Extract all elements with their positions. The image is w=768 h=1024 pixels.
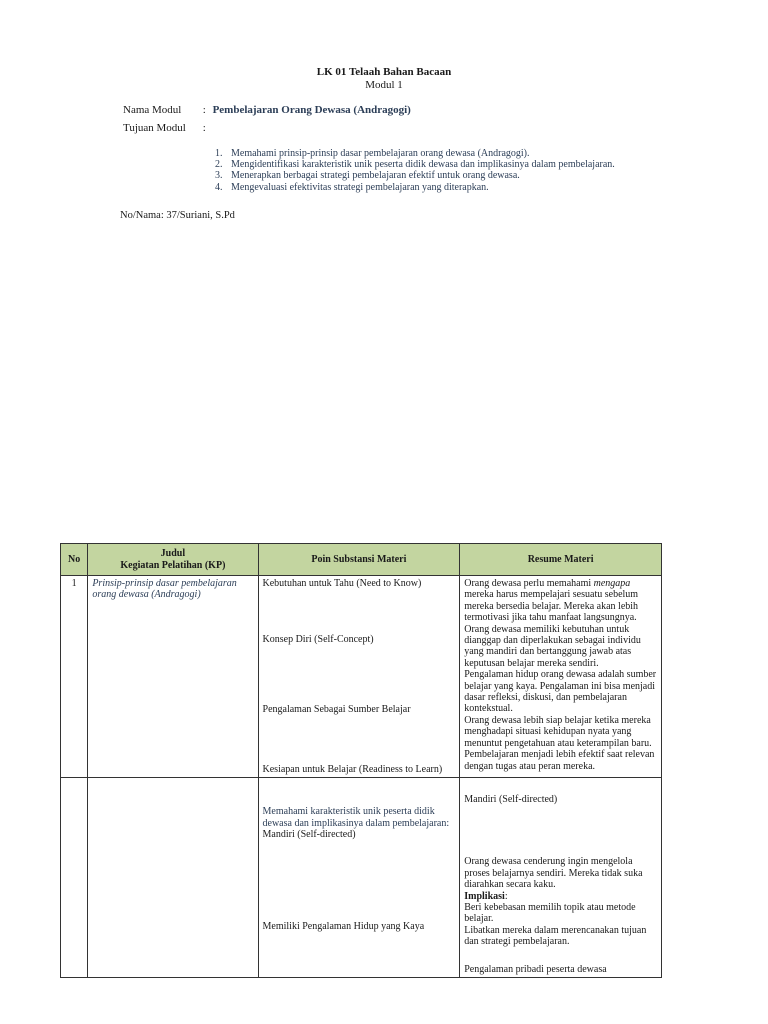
objectives-list bbox=[215, 148, 615, 193]
poin-item: Pengalaman Sebagai Sumber Belajar bbox=[262, 704, 411, 715]
resume-text: Orang dewasa perlu memahami bbox=[464, 578, 594, 589]
objective-text: Menerapkan berbagai strategi pembelajaran efektif untuk orang dewasa. bbox=[231, 170, 520, 182]
document-title: LK 01 Telaah Bahan Bacaan bbox=[316, 66, 452, 78]
implikasi-label: Implikasi bbox=[464, 890, 505, 902]
row-poin-cell bbox=[258, 778, 460, 978]
nama-modul-value: Pembelajaran Orang Dewasa (Andragogi) bbox=[212, 104, 411, 116]
table-header-row bbox=[61, 544, 662, 576]
implikasi-colon: : bbox=[504, 890, 508, 902]
poin-item: Kesiapan untuk Belajar (Readiness to Learn) bbox=[262, 764, 443, 775]
objective-text: Mengidentifikasi karakteristik unik peserta didik dewasa dan implikasinya dalam pembelajaran. bbox=[231, 159, 615, 171]
resume-emphasis: mengapa bbox=[593, 578, 631, 589]
header-judul-line1: Judul bbox=[160, 548, 186, 560]
document-title-block bbox=[0, 66, 768, 92]
resume-item: Orang dewasa lebih siap belajar ketika mereka menghadapi situasi kehidupan nyata yang menuntut pengetahuan atau keterampilan baru. Pembelajaran menjadi lebih efektif saat relevan dengan tugas atau peran mereka. bbox=[464, 714, 655, 772]
table-row bbox=[61, 576, 662, 778]
header-judul-line2: Kegiatan Pelatihan (KP) bbox=[120, 559, 226, 571]
tujuan-modul-separator: : bbox=[202, 122, 206, 134]
resume-heading: Mandiri (Self-directed) bbox=[464, 794, 558, 806]
header-judul bbox=[88, 544, 258, 576]
resume-item: Orang dewasa cenderung ingin mengelola proses belajarnya sendiri. Mereka tidak suka diarahkan secara kaku. bbox=[464, 856, 643, 891]
resume-item: Pengalaman hidup orang dewasa adalah sumber belajar yang kaya. Pengalaman ini bisa menjadi dasar refleksi, diskusi, dan pembelajaran kontekstual. bbox=[464, 669, 657, 715]
objective-text: Memahami prinsip-prinsip dasar pembelajaran orang dewasa (Andragogi). bbox=[231, 148, 530, 159]
document-subtitle: Modul 1 bbox=[365, 79, 403, 91]
objective-number: 4. bbox=[215, 181, 223, 193]
resume-item bbox=[464, 578, 657, 624]
header-resume: Resume Materi bbox=[460, 544, 662, 576]
objective-item bbox=[215, 159, 615, 170]
nama-modul-separator: : bbox=[202, 104, 206, 116]
objective-item bbox=[215, 182, 615, 193]
resume-item: Orang dewasa memiliki kebutuhan untuk dianggap dan diperlakukan sebagai individu yang mandiri dan bertanggung jawab atas keputusan belajar mereka sendiri. bbox=[464, 623, 641, 669]
table-row bbox=[61, 778, 662, 978]
poin-item: Kebutuhan untuk Tahu (Need to Know) bbox=[262, 578, 422, 589]
no-nama: No/Nama: 37/Suriani, S.Pd bbox=[120, 210, 235, 221]
nama-modul-label: Nama Modul bbox=[123, 104, 182, 116]
poin-item: Mandiri (Self-directed) bbox=[262, 829, 356, 841]
objective-item bbox=[215, 148, 615, 159]
nama-modul-row bbox=[123, 104, 411, 117]
resume-item: Beri kebebasan memilih topik atau metode belajar. bbox=[464, 902, 636, 925]
resume-item: Libatkan mereka dalam merencanakan tujuan dan strategi pembelajaran. bbox=[464, 924, 647, 948]
row-number bbox=[61, 778, 88, 978]
poin-intro: Memahami karakteristik unik peserta didik dewasa dan implikasinya dalam pembelajaran: bbox=[262, 806, 450, 829]
objective-number: 3. bbox=[215, 170, 223, 182]
poin-item: Memiliki Pengalaman Hidup yang Kaya bbox=[262, 921, 425, 933]
objective-text: Mengevaluasi efektivitas strategi pembelajaran yang diterapkan. bbox=[231, 181, 489, 193]
header-no: No bbox=[61, 544, 88, 576]
material-review-table bbox=[60, 543, 662, 978]
row-number: 1 bbox=[61, 576, 88, 778]
objective-number: 1. bbox=[215, 148, 223, 159]
implikasi-line bbox=[464, 891, 657, 902]
poin-item: Konsep Diri (Self-Concept) bbox=[262, 634, 374, 645]
row-judul bbox=[88, 778, 258, 978]
resume-text: mereka harus mempelajari sesuatu sebelum mereka bersedia belajar. Mereka akan lebih termotivasi jika tahu manfaat langsungnya. bbox=[464, 589, 639, 624]
objective-number: 2. bbox=[215, 159, 223, 171]
header-poin: Poin Substansi Materi bbox=[258, 544, 460, 576]
row-poin-cell bbox=[258, 576, 460, 778]
resume-item: Pengalaman pribadi peserta dewasa bbox=[464, 963, 607, 975]
tujuan-modul-label: Tujuan Modul bbox=[123, 122, 186, 134]
objective-item bbox=[215, 170, 615, 181]
row-resume-cell bbox=[460, 778, 662, 978]
tujuan-modul-row bbox=[123, 122, 206, 135]
row-judul: Prinsip-prinsip dasar pembelajaran orang dewasa (Andragogi) bbox=[88, 576, 258, 778]
row-resume-cell bbox=[460, 576, 662, 778]
